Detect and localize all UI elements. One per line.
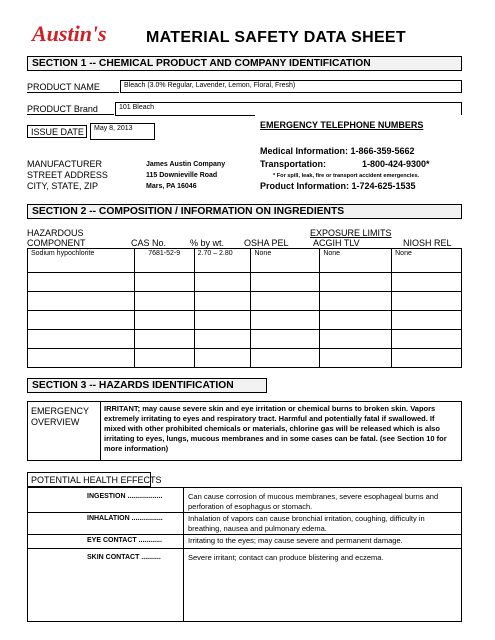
section-2-heading: SECTION 2 -- COMPOSITION / INFORMATION ON INGREDIENTS xyxy=(27,204,462,219)
cell-acgih xyxy=(320,349,392,368)
transportation-number: 1-800-424-9300* xyxy=(362,159,430,169)
cell-osha xyxy=(251,311,320,330)
col-cas: CAS No. xyxy=(131,238,167,248)
street-value: 115 Downieville Road xyxy=(146,172,218,179)
document-title: MATERIAL SAFETY DATA SHEET xyxy=(146,29,406,46)
health-divider xyxy=(183,488,184,621)
product-name-value: Bleach (3.0% Regular, Lavender, Lemon, Floral, Fresh) xyxy=(120,80,462,93)
emergency-overview-text: IRRITANT; may cause severe skin and eye irritation or chemical burns to broken skin. Vapors extremely irritating to eyes and respiratory tract. Harmful and potentially fatal if swallowed. If mixed with other prohibited chemicals or materials, chlorine gas will be released which is also irritating to eyes, lungs, mucous membranes and in some cases can be fatal. (see Section 10 for more information) xyxy=(104,404,447,453)
cell-acgih xyxy=(320,311,392,330)
cell-cas xyxy=(134,292,194,311)
issue-date-value: May 8, 2013 xyxy=(90,123,155,140)
row-divider xyxy=(28,534,461,535)
cell-niosh xyxy=(392,311,462,330)
cell-acgih xyxy=(320,273,392,292)
table-row xyxy=(28,349,462,368)
cell-pct xyxy=(194,311,251,330)
transportation-label: Transportation: xyxy=(260,159,327,169)
austins-logo xyxy=(30,20,118,46)
inhalation-label: INHALATION ................ xyxy=(87,515,163,522)
cell-niosh xyxy=(392,330,462,349)
cell-pct xyxy=(194,273,251,292)
section-3-heading: SECTION 3 -- HAZARDS IDENTIFICATION xyxy=(27,378,267,393)
emergency-label: EMERGENCY xyxy=(31,406,90,416)
eye-contact-text: Irritating to the eyes; may cause severe and permanent damage. xyxy=(188,536,403,545)
cell-component xyxy=(28,349,135,368)
health-effects-box xyxy=(27,487,462,622)
cell-pct xyxy=(194,292,251,311)
col-osha: OSHA PEL xyxy=(244,238,289,248)
col-pct: % by wt. xyxy=(190,238,225,248)
col-component: COMPONENT xyxy=(27,238,86,248)
cell-niosh xyxy=(392,349,462,368)
overview-label: OVERVIEW xyxy=(31,417,80,427)
transport-note: * For spill, leak, fire or transport accident emergencies. xyxy=(273,173,420,179)
cell-osha xyxy=(251,292,320,311)
cell-acgih: None xyxy=(320,249,392,273)
product-brand-value: 101 Bleach xyxy=(115,102,462,115)
col-acgih: ACGIH TLV xyxy=(313,238,360,248)
composition-table xyxy=(27,248,462,368)
cell-acgih xyxy=(320,292,392,311)
cell-cas xyxy=(134,330,194,349)
cell-acgih xyxy=(320,330,392,349)
cell-osha xyxy=(251,330,320,349)
city-value: Mars, PA 16046 xyxy=(146,183,197,190)
product-info: Product Information: 1-724-625-1535 xyxy=(260,181,416,191)
row-divider xyxy=(28,548,461,549)
exposure-limits-label: EXPOSURE LIMITS xyxy=(310,228,392,238)
emergency-phone-heading: EMERGENCY TELEPHONE NUMBERS xyxy=(260,120,424,130)
section-1-heading: SECTION 1 -- CHEMICAL PRODUCT AND COMPANY IDENTIFICATION xyxy=(27,56,462,71)
hazardous-label: HAZARDOUS xyxy=(27,228,84,238)
cell-component xyxy=(28,311,135,330)
cell-niosh xyxy=(392,292,462,311)
cell-pct xyxy=(194,330,251,349)
table-row xyxy=(28,311,462,330)
table-row xyxy=(28,273,462,292)
cell-component: Sodium hypochlorite xyxy=(28,249,135,273)
overview-divider xyxy=(100,402,101,460)
cell-osha xyxy=(251,349,320,368)
skin-contact-label: SKIN CONTACT .......... xyxy=(87,554,161,561)
logo-text: Austin's xyxy=(32,21,107,46)
cell-cas xyxy=(134,349,194,368)
potential-health-effects-label: POTENTIAL HEALTH EFFECTS xyxy=(27,472,151,487)
table-row xyxy=(28,249,462,273)
table-row xyxy=(28,292,462,311)
ingestion-text: Can cause corrosion of mucous membranes, severe esophageal burns and perforation of esophagus or stomach. xyxy=(188,492,439,511)
manufacturer-label: MANUFACTURER xyxy=(27,159,103,169)
ingestion-label: INGESTION .................. xyxy=(87,493,163,500)
manufacturer-value: James Austin Company xyxy=(146,161,226,168)
brand-box-bottom xyxy=(115,115,255,116)
inhalation-text: Inhalation of vapors can cause bronchial irritation, coughing, difficulty in breathing, nausea and pulmonary edema. xyxy=(188,514,425,533)
cell-niosh xyxy=(392,273,462,292)
skin-contact-text: Severe irritant; contact can produce blistering and eczema. xyxy=(188,553,384,562)
cell-cas: 7681-52-9 xyxy=(134,249,194,273)
city-label: CITY, STATE, ZIP xyxy=(27,181,99,191)
product-name-label: PRODUCT NAME xyxy=(27,82,119,93)
product-brand-label: PRODUCT Brand xyxy=(27,104,114,115)
row-divider xyxy=(28,512,461,513)
cell-pct: 2.70 – 2.80 xyxy=(194,249,251,273)
cell-osha xyxy=(251,273,320,292)
emergency-overview-box xyxy=(27,401,462,461)
cell-component xyxy=(28,273,135,292)
cell-component xyxy=(28,330,135,349)
cell-cas xyxy=(134,273,194,292)
street-label: STREET ADDRESS xyxy=(27,170,108,180)
cell-cas xyxy=(134,311,194,330)
eye-contact-label: EYE CONTACT ............ xyxy=(87,537,162,544)
medical-info: Medical Information: 1-866-359-5662 xyxy=(260,146,415,156)
cell-pct xyxy=(194,349,251,368)
cell-niosh: None xyxy=(392,249,462,273)
col-niosh: NIOSH REL xyxy=(403,238,452,248)
cell-component xyxy=(28,292,135,311)
table-row xyxy=(28,330,462,349)
cell-osha: None xyxy=(251,249,320,273)
issue-date-label: ISSUE DATE xyxy=(27,125,87,138)
